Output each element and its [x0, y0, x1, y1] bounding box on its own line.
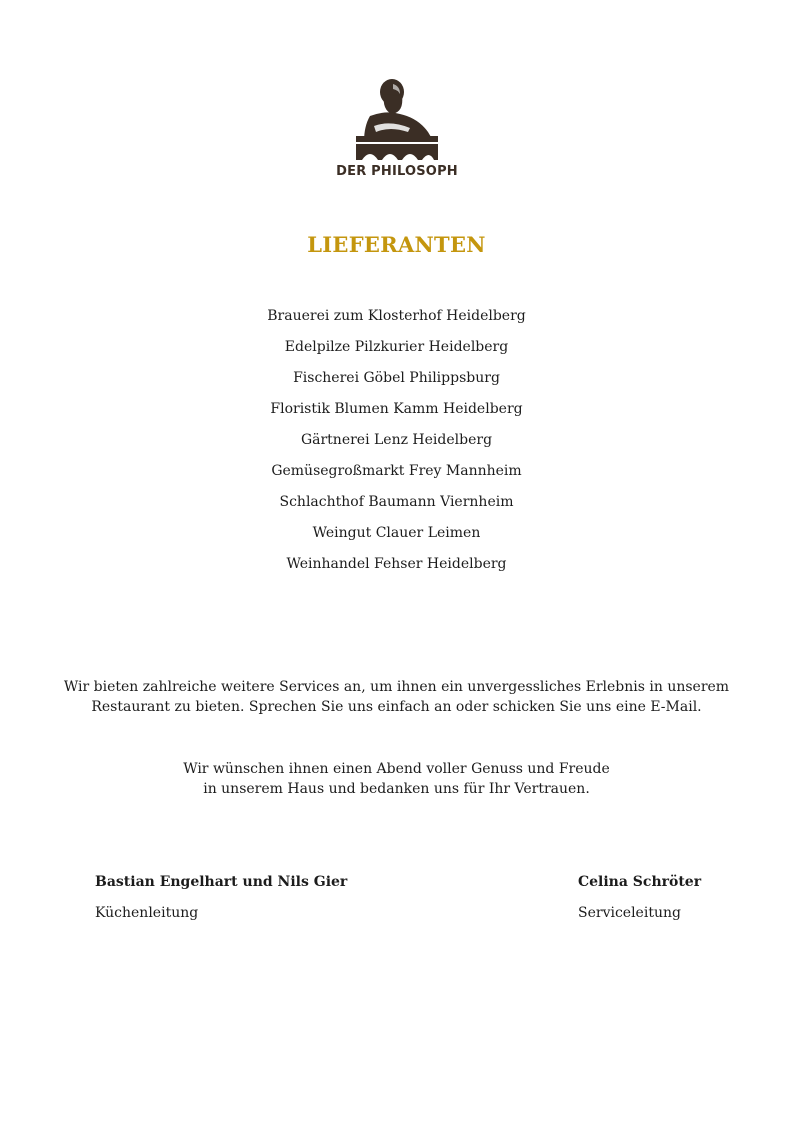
closing-line-1: Wir wünschen ihnen einen Abend voller Genuss und Freude	[183, 761, 610, 777]
list-item: Weingut Clauer Leimen	[312, 525, 481, 541]
list-item: Weinhandel Fehser Heidelberg	[286, 556, 507, 572]
list-item: Edelpilze Pilzkurier Heidelberg	[284, 339, 509, 355]
logo-text: DER PHILOSOPH	[336, 164, 458, 179]
list-item: Gemüsegroßmarkt Frey Mannheim	[271, 463, 522, 479]
closing-paragraph	[0, 759, 793, 799]
page-title: LIEFERANTEN	[307, 232, 486, 257]
signature-role: Küchenleitung	[95, 905, 199, 921]
list-item: Floristik Blumen Kamm Heidelberg	[270, 401, 523, 417]
signature-role: Serviceleitung	[578, 905, 681, 921]
list-item: Brauerei zum Klosterhof Heidelberg	[267, 308, 526, 324]
list-item: Schlachthof Baumann Viernheim	[279, 494, 514, 510]
list-item: Gärtnerei Lenz Heidelberg	[300, 432, 493, 448]
closing-line-2: in unserem Haus und bedanken uns für Ihr Vertrauen.	[203, 781, 590, 797]
services-line-2: Restaurant zu bieten. Sprechen Sie uns einfach an oder schicken Sie uns eine E-Mail.	[91, 699, 702, 715]
restaurant-logo	[330, 76, 464, 186]
signature-service	[578, 872, 701, 923]
signature-name: Bastian Engelhart und Nils Gier	[95, 874, 348, 890]
services-paragraph	[0, 677, 793, 717]
signature-name: Celina Schröter	[578, 874, 702, 890]
list-item: Fischerei Göbel Philippsburg	[293, 370, 500, 386]
signature-kitchen	[95, 872, 347, 923]
services-line-1: Wir bieten zahlreiche weitere Services an, um ihnen ein unvergessliches Erlebnis in unserem	[63, 679, 730, 695]
philosopher-bust-icon	[330, 76, 464, 162]
supplier-list	[0, 305, 793, 584]
